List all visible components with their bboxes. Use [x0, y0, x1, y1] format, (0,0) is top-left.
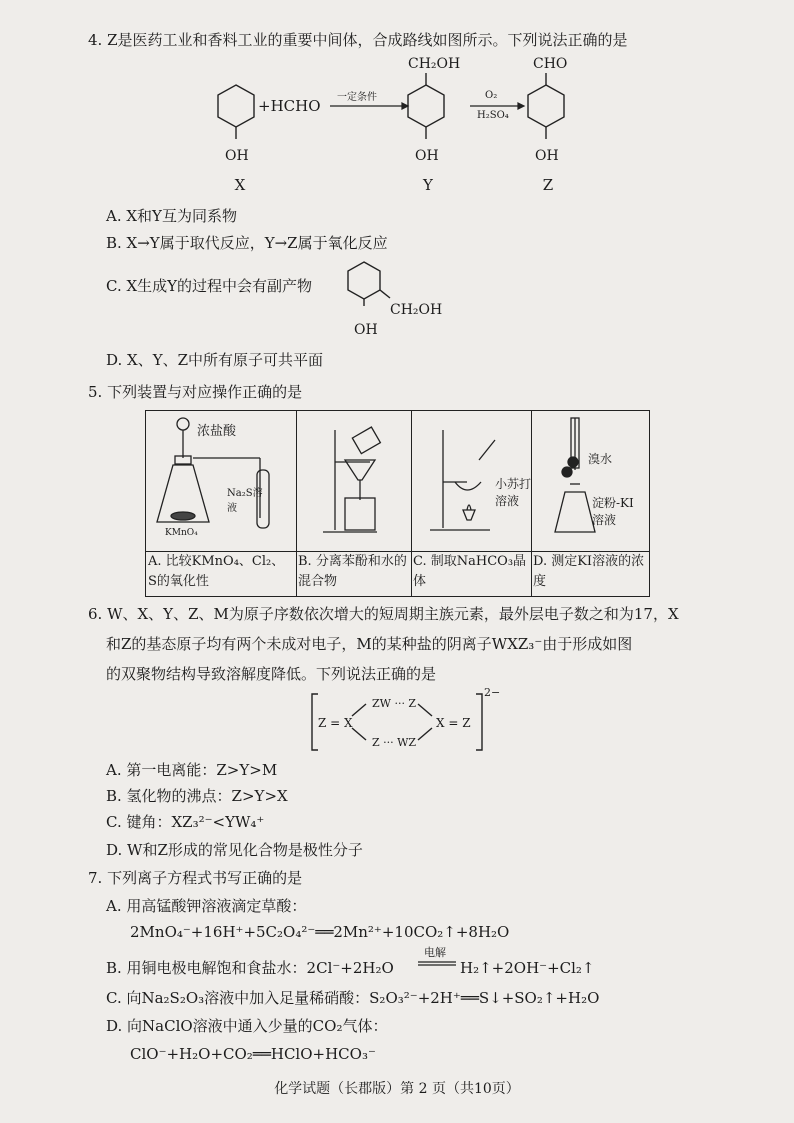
q4-option-b: B. X→Y属于取代反应，Y→Z属于氧化反应	[106, 234, 388, 252]
label-starch-ki: 淀粉-KI溶液	[592, 496, 634, 527]
byproduct-oh: OH	[354, 322, 378, 338]
condition-1: 一定条件	[337, 92, 377, 103]
arrow-1-icon	[330, 103, 408, 109]
funnel-b-icon	[323, 427, 380, 532]
label-kmno4: KMnO₄	[165, 528, 198, 538]
q6-option-c: C. 键角：XZ₃²⁻<YW₄⁺	[106, 813, 265, 831]
q6-line2: 和Z的基态原子均有两个未成对电子，M的某种盐的阴离子WXZ₃⁻由于形成如图	[106, 635, 633, 653]
x-oh: OH	[225, 148, 249, 164]
dimer-left: Z = X	[318, 716, 353, 730]
label-conc-hcl: 浓盐酸	[197, 424, 237, 439]
label-bromine-water: 溴水	[588, 452, 613, 466]
electrolysis-bar-icon	[418, 960, 458, 966]
caption-b: B. 分离苯酚和水的混合物	[298, 554, 407, 589]
q4-option-a: A. X和Y互为同系物	[106, 207, 237, 225]
benzene-ring-z-icon	[528, 73, 564, 139]
q5-stem: 5. 下列装置与对应操作正确的是	[88, 383, 303, 401]
q6-line3: 的双聚物结构导致溶解度降低。下列说法正确的是	[106, 665, 437, 683]
caption-a: A. 比较KMnO₄、Cl₂、S的氧化性	[148, 554, 285, 589]
q4-option-c: C. X生成Y的过程中会有副产物	[106, 277, 313, 295]
page-footer: 化学试题（长郡版）第 2 页（共10页）	[274, 1081, 520, 1097]
q7-option-b: B. 用铜电极电解饱和食盐水：2Cl⁻+2H₂O	[106, 959, 394, 977]
q6-option-d: D. W和Z形成的常见化合物是极性分子	[106, 841, 363, 859]
y-oh: OH	[415, 148, 439, 164]
q4-option-d: D. X、Y、Z中所有原子可共平面	[106, 351, 324, 369]
right-bracket-icon	[476, 694, 482, 750]
caption-d: D. 测定KI溶液的浓度	[533, 554, 645, 589]
q7-option-a: A. 用高锰酸钾溶液滴定草酸：	[106, 897, 307, 915]
z-oh: OH	[535, 148, 559, 164]
q7-option-d-equation: ClO⁻+H₂O+CO₂══HClO+HCO₃⁻	[130, 1045, 376, 1063]
q6-line1: 6. W、X、Y、Z、M为原子序数依次增大的短周期主族元素，最外层电子数之和为17，X	[88, 605, 679, 623]
titration-d-icon	[555, 418, 595, 532]
caption-c: C. 制取NaHCO₃晶体	[413, 554, 527, 589]
benzene-ring-x-icon	[218, 85, 254, 139]
dimer-top: ZW ··· Z	[372, 697, 417, 710]
reagent-o2: O₂	[485, 90, 498, 101]
byproduct-ch2oh: CH₂OH	[390, 302, 443, 318]
z-substituent: CHO	[533, 56, 568, 72]
dimer-charge: 2−	[484, 686, 501, 699]
q7-option-a-equation: 2MnO₄⁻+16H⁺+5C₂O₄²⁻══2Mn²⁺+10CO₂↑+8H₂O	[130, 923, 510, 941]
condition-h2so4: H₂SO₄	[477, 110, 509, 121]
q6-option-b: B. 氢化物的沸点：Z>Y>X	[106, 787, 288, 805]
label-baking-soda: 小苏打溶液	[495, 477, 532, 508]
q6-option-a: A. 第一电离能：Z>Y>M	[106, 761, 278, 779]
q7-stem: 7. 下列离子方程式书写正确的是	[88, 869, 303, 887]
q4-stem: 4. Z是医药工业和香料工业的重要中间体，合成路线如图所示。下列说法正确的是	[88, 31, 628, 49]
benzene-ring-y-icon	[408, 73, 444, 139]
q7-option-d: D. 向NaClO溶液中通入少量的CO₂气体：	[106, 1017, 388, 1035]
label-na2s: Na₂S溶液	[227, 488, 263, 514]
y-substituent: CH₂OH	[408, 56, 461, 72]
arrow-2-icon	[470, 103, 524, 109]
label-z: Z	[542, 176, 554, 194]
q7-option-b-equation: H₂↑+2OH⁻+Cl₂↑	[460, 959, 595, 977]
dimer-bottom: Z ··· WZ	[372, 736, 417, 749]
benzene-ring-byproduct-icon	[348, 262, 390, 306]
q7-option-c: C. 向Na₂S₂O₃溶液中加入足量稀硝酸：S₂O₃²⁻+2H⁺══S↓+SO₂↑+H₂O	[106, 989, 600, 1007]
q7-option-b-condition: 电解	[424, 946, 446, 959]
label-x: X	[234, 176, 246, 194]
evaporator-c-icon	[430, 430, 495, 530]
dimer-right: X = Z	[436, 716, 471, 730]
label-y: Y	[423, 176, 433, 194]
reagent-hcho: +HCHO	[258, 97, 321, 115]
